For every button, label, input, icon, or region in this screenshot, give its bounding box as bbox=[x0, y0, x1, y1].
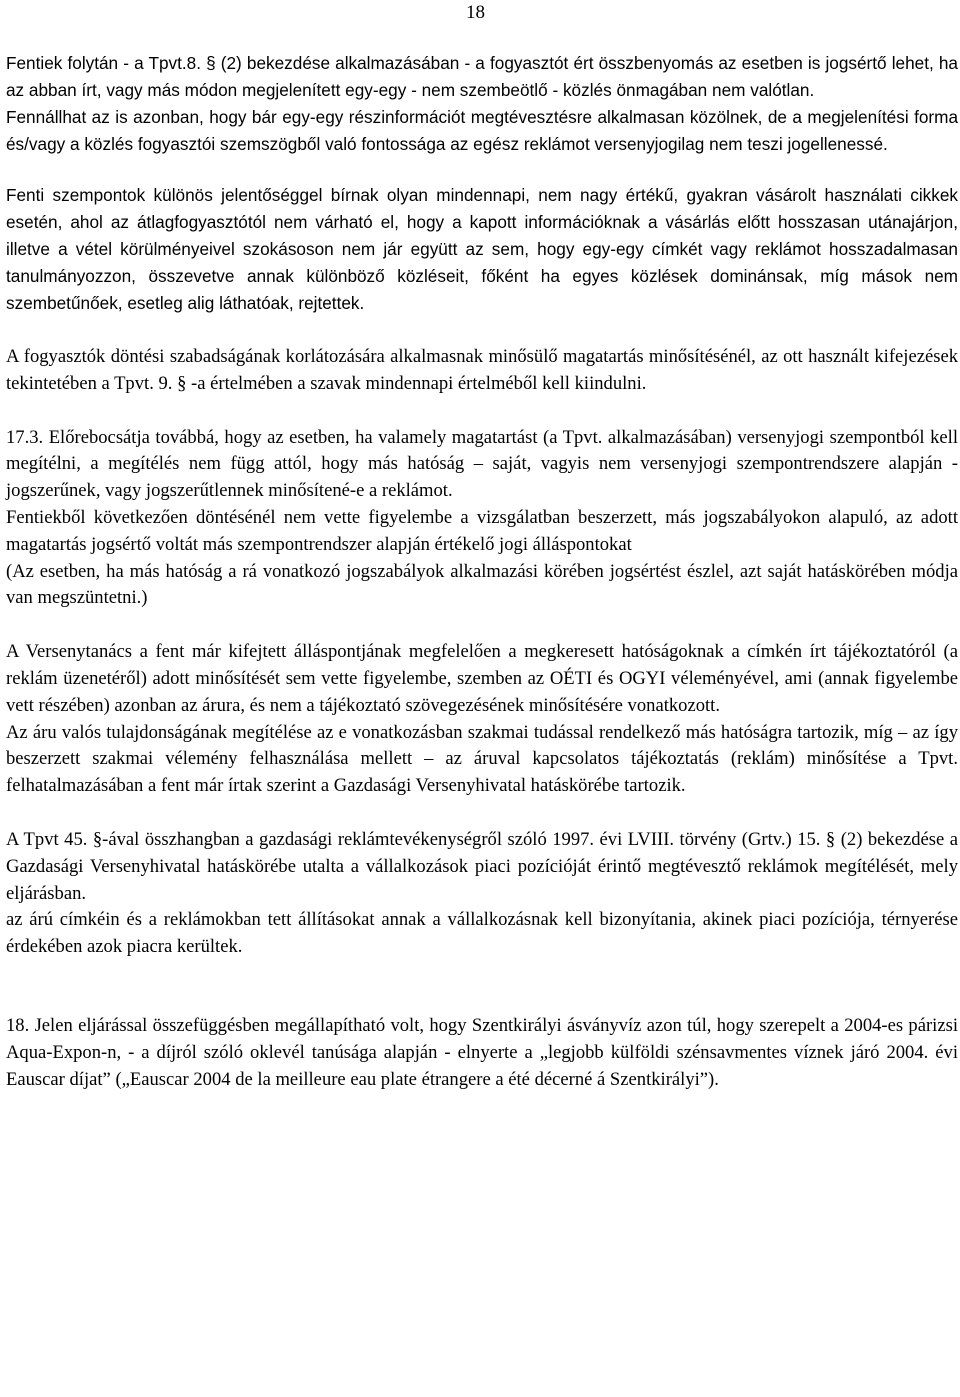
paragraph-9: Az áru valós tulajdonságának megítélése az e vonatkozásban szakmai tudással rendelkező más hatóságra tartozik, míg – az így beszerzett szakmai vélemény felhasználása mellett – az áruval kapcsolatos tájékoztatás (reklám) minősítése a Tpvt. felhatalmazásában a fent már írtak szerint a Gazdasági Versenyhivatal hatáskörébe tartozik. bbox=[6, 721, 958, 797]
serif-section bbox=[6, 317, 958, 1093]
paragraph-6: Fentiekből következően döntésénél nem vette figyelembe a vizsgálatban beszerzett, más jogszabályokon alapuló, az adott magatartás jogsértő voltát más szempontrendszer alapján értékelő jogi álláspontokat bbox=[6, 506, 958, 555]
page-number: 18 bbox=[466, 2, 485, 23]
paragraph-2: Fennállhat az is azonban, hogy bár egy-egy részinformációt megtévesztésre alkalmasan közölnek, de a megjelenítési forma és/vagy a közlés fogyasztói szemszögből való fontossága az egész reklámot versenyjogilag nem teszi jogellenessé. bbox=[6, 107, 958, 154]
document-body bbox=[6, 50, 958, 1093]
paragraph-8: A Versenytanács a fent már kifejtett álláspontjának megfelelően a megkeresett hatóságoknak a címkén írt tájékoztatóról (a reklám üzenetéről) adott minősítését sem vette figyelembe, szemben az OÉTI és OGYI véleményével, ami (annak figyelembe vett részében) azonban az árura, és nem a tájékoztató szövegezésének minősítésére vonatkozott. bbox=[6, 641, 958, 716]
paragraph-1: Fentiek folytán - a Tpvt.8. § (2) bekezdése alkalmazásában - a fogyasztót ért összbenyomás az esetben is jogsértő lehet, ha az abban írt, vagy más módon megjelenített egy-egy - nem szembeötlő - közlés önmagában nem valótlan. bbox=[6, 53, 958, 100]
paragraph-5: 17.3. Előrebocsátja továbbá, hogy az esetben, ha valamely magatartást (a Tpvt. alkalmazásában) versenyjogi szempontból kell megítélni, a megítélés nem függ attól, hogy más hatóság – saját, vagyis nem versenyjogi szempontrendszere alapján - jogszerűnek, vagy jogszerűtlennek minősítené-e a reklámot. bbox=[6, 426, 958, 502]
paragraph-10: A Tpvt 45. §-ával összhangban a gazdasági reklámtevékenységről szóló 1997. évi LVIII. törvény (Grtv.) 15. § (2) bekezdése a Gazdasági Versenyhivatal hatáskörébe utalta a vállalkozások piaci pozícióját érintő megtévesztő reklámok megítélését, mely eljárásban. bbox=[6, 828, 958, 904]
paragraph-11: az árú címkéin és a reklámokban tett állításokat annak a vállalkozásnak kell bizonyítania, akinek piaci pozíciója, térnyerése érdekében azok piacra kerültek. bbox=[6, 909, 958, 958]
paragraph-3: Fenti szempontok különös jelentőséggel bírnak olyan mindennapi, nem nagy értékű, gyakran vásárolt használati cikkek esetén, ahol az átlagfogyasztótól nem várható el, hogy a kapott információknak a vásárlás előtt hosszasan utánajárjon, illetve a vétel körülményeivel szokásoson nem jár együtt az sem, hogy egy-egy címkét vagy reklámot hosszadalmasan tanulmányozzon, összevetve annak különböző közléseit, főként ha egyes közlések dominánsak, míg mások nem szembetűnőek, esetleg alig láthatóak, rejtettek. bbox=[6, 185, 958, 313]
paragraph-7: (Az esetben, ha más hatóság a rá vonatkozó jogszabályok alkalmazási körében jogsértést észlel, azt saját hatáskörében módja van megszüntetni.) bbox=[6, 560, 958, 609]
paragraph-4: A fogyasztók döntési szabadságának korlátozására alkalmasnak minősülő magatartás minősítésénél, az ott használt kifejezések tekintetében a Tpvt. 9. § -a értelmében a szavak mindennapi értelméből kell kiindulni. bbox=[6, 346, 958, 394]
paragraph-12: 18. Jelen eljárással összefüggésben megállapítható volt, hogy Szentkirályi ásványvíz azon túl, hogy szerepelt a 2004-es párizsi Aqua-Expon-n, - a díjról szóló oklevél tanúsága alapján - elnyerte a „legjobb külföldi szénsavmentes víznek járó 2004. évi Eauscar díjat” („Eauscar 2004 de la meilleure eau plate étrangere a été décerné á Szentkirályi”). bbox=[6, 1014, 958, 1090]
sans-section bbox=[6, 50, 958, 317]
